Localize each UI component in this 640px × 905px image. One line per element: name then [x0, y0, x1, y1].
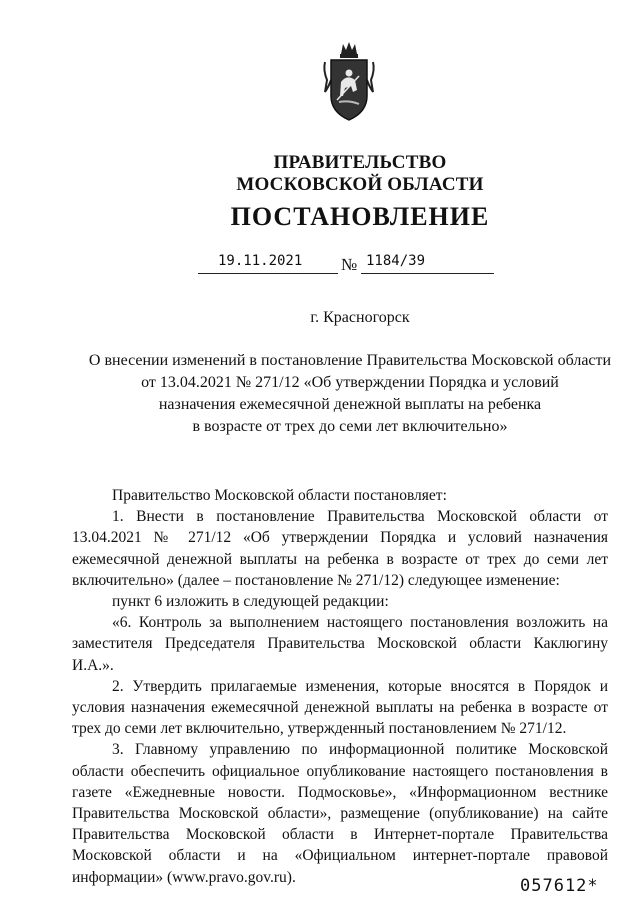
government-line-2: МОСКОВСКОЙ ОБЛАСТИ: [236, 174, 484, 195]
serial-mark: *: [587, 876, 599, 896]
intro-paragraph: Правительство Московской области постановляет:: [112, 487, 447, 504]
item-1-sub-paragraph: пункт 6 изложить в следующей редакции:: [112, 593, 389, 611]
document-title: [80, 350, 620, 438]
document-number: 1184/39: [366, 253, 426, 269]
moscow-oblast-coat-of-arms-icon: [319, 40, 379, 126]
document-type: ПОСТАНОВЛЕНИЕ: [230, 202, 490, 231]
city: г. Красногорск: [310, 309, 410, 326]
item-3-paragraph: 3. Главному управлению по информационной политике Московской области обеспечить официальное опубликование настоящего постановления в газете «Ежедневные новости. Подмосковье», «Информационном вестнике Правительства Московской области», размещение (опубликование) на сайте Правительства Московской области в Интернет-портале Правительства Московской области и на «Официальном интернет-портале правовой информации» (www.pravo.gov.ru).: [72, 741, 608, 886]
document-date: 19.11.2021: [218, 253, 303, 269]
number-sign: №: [341, 255, 358, 274]
title-line: в возрасте от трех до семи лет включительно»: [192, 418, 508, 435]
title-line: О внесении изменений в постановление Правительства Московской области: [88, 352, 612, 369]
title-line: назначения ежемесячной денежной выплаты на ребенка: [158, 396, 542, 413]
document-body: [72, 485, 608, 888]
number-underline: [361, 273, 494, 274]
serial-number: 057612: [520, 876, 588, 896]
item-2-paragraph: 2. Утвердить прилагаемые изменения, которые вносятся в Порядок и условия назначения ежемесячной денежной выплаты на ребенка в возрасте от трех до семи лет включительно, утвержденный постановлением № 271/12.: [72, 677, 608, 738]
item-1-paragraph: 1. Внести в постановление Правительства Московской области от 13.04.2021 № 271/12 «Об утверждении Порядка и условий назначения ежемесячной денежной выплаты на ребенка в возрасте от трех до семи лет включительно» (далее – постановление № 271/12) следующее изменение:: [72, 508, 608, 589]
date-underline: [198, 273, 338, 274]
serial-stamp: [520, 876, 599, 896]
government-line-1: ПРАВИТЕЛЬСТВО: [273, 152, 447, 173]
item-1-quote-paragraph: «6. Контроль за выполнением настоящего постановления возложить на заместителя Председателя Правительства Московской области Каклюгину И.А.».: [72, 614, 608, 674]
title-line: от 13.04.2021 № 271/12 «Об утверждении Порядка и условий: [141, 374, 559, 391]
